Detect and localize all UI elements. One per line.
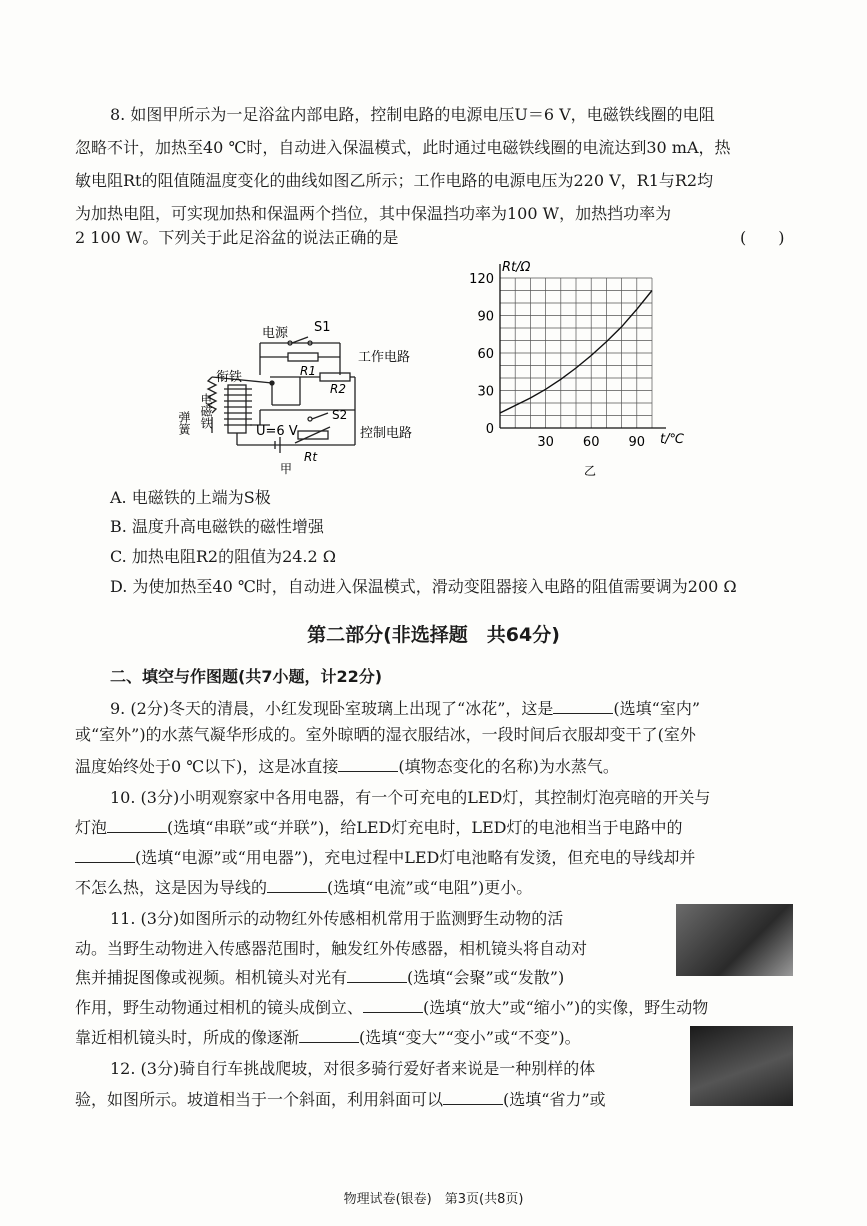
answer-blank[interactable] (347, 966, 407, 983)
chart-grid (500, 278, 652, 428)
answer-blank[interactable] (267, 876, 327, 893)
option-d: D. 为使加热至40 ℃时，自动进入保温模式，滑动变阻器接入电路的阻值需要调为200 Ω (110, 577, 737, 596)
chart-axes (500, 264, 666, 428)
label-voltage: U=6 V (256, 424, 298, 439)
option-c: C. 加热电阻R2的阻值为24.2 Ω (110, 547, 337, 566)
q11-line-1: 11. (3分)如图所示的动物红外传感相机常用于监测野生动物的活 (110, 909, 564, 928)
answer-blank[interactable] (443, 1088, 503, 1105)
label-r2: R2 (330, 382, 346, 396)
q8-line-5: 2 100 W。下列关于此足浴盆的说法正确的是 (75, 228, 399, 247)
label-control-circuit: 控制电路 (360, 426, 413, 441)
label-electromagnet: 电磁铁 (199, 393, 213, 429)
q9-line-2: 或“室外”)的水蒸气凝华形成的。室外晾晒的湿衣服结冰，一段时间后衣服却变干了(室外 (75, 725, 696, 744)
y-tick-label: 90 (477, 309, 494, 325)
answer-bracket: ( ) (740, 228, 785, 247)
label-armature: 衔铁 (216, 370, 243, 385)
option-a: A. 电磁铁的上端为S极 (110, 488, 271, 507)
label-r1: R1 (300, 364, 316, 378)
option-b: B. 温度升高电磁铁的磁性增强 (110, 517, 324, 536)
q8-line-4: 为加热电阻，可实现加热和保温两个挡位，其中保温挡功率为100 W，加热挡功率为 (75, 204, 672, 223)
chart-xlabel: t/℃ (660, 432, 685, 447)
q10-line-4: 不怎么热，这是因为导线的 (选填“电流”或“电阻”)更小。 (75, 878, 533, 897)
label-s2: S2 (332, 408, 348, 422)
label-spring: 弹簧 (177, 411, 191, 435)
rt-temperature-chart (458, 255, 698, 480)
chart-ylabel: Rt/Ω (502, 260, 531, 275)
q10-line-1: 10. (3分)小明观察家中各用电器，有一个可充电的LED灯，其控制灯泡亮暗的开关与 (110, 788, 711, 807)
q8-line-1: 8. 如图甲所示为一足浴盆内部电路，控制电路的电源电压U＝6 V，电磁铁线圈的电阻 (110, 105, 715, 124)
chart-ticks (469, 272, 645, 450)
q10-line-3: (选填“电源”或“用电器”)，充电过程中LED灯电池略有发烫，但充电的导线却并 (75, 846, 695, 869)
cycling-photo (690, 1026, 793, 1106)
q12-line-1: 12. (3分)骑自行车挑战爬坡，对很多骑行爱好者来说是一种别样的体 (110, 1059, 596, 1078)
q11-line-5: 靠近相机镜头时，所成的像逐渐 (选填“变大”“变小”或“不变”)。 (75, 1028, 581, 1047)
q8-line-2: 忽略不计，加热至40 ℃时，自动进入保温模式，此时通过电磁铁线圈的电流达到30 mA，热 (75, 138, 731, 157)
infrared-camera-photo (676, 904, 793, 976)
y-tick-label: 30 (477, 384, 494, 400)
q12-line-2: 验，如图所示。坡道相当于一个斜面，利用斜面可以 (选填“省力”或 (75, 1090, 606, 1109)
label-rt: Rt (304, 450, 318, 464)
answer-blank[interactable] (338, 755, 398, 772)
label-work-circuit: 工作电路 (358, 350, 411, 365)
q8-line-3: 敏电阻Rt的阻值随温度变化的曲线如图乙所示；工作电路的电源电压为220 V，R1与R2均 (75, 171, 714, 190)
q10-line-2: 灯泡 (选填“串联”或“并联”)，给LED灯充电时，LED灯的电池相当于电路中的 (75, 818, 683, 837)
y-tick-label: 60 (477, 347, 494, 362)
label-s1: S1 (314, 320, 331, 335)
q9-line-1: 9. (2分)冬天的清晨，小红发现卧室玻璃上出现了“冰花”，这是 (选填“室内” (110, 699, 700, 718)
x-tick-label: 90 (628, 435, 646, 450)
y-tick-label: 0 (485, 422, 494, 437)
answer-blank[interactable] (553, 697, 613, 714)
page-footer: 物理试卷(银卷) 第3页(共8页) (343, 1192, 524, 1207)
x-tick-label: 30 (537, 435, 554, 450)
sub-title: 二、填空与作图题(共7小题，计22分) (110, 667, 383, 686)
section-title: 第二部分(非选择题 共64分) (307, 624, 560, 646)
label-power: 电源 (262, 326, 289, 341)
chart-caption: 乙 (584, 464, 597, 478)
answer-blank[interactable] (299, 1026, 359, 1043)
answer-blank[interactable] (363, 996, 423, 1013)
q11-line-4: 作用，野生动物通过相机的镜头成倒立、 (选填“放大”或“缩小”)的实像，野生动物 (75, 998, 709, 1017)
answer-blank[interactable] (107, 816, 167, 833)
circuit-diagram (177, 315, 430, 476)
q9-line-3: 温度始终处于0 ℃以下)，这是冰直接 (填物态变化的名称)为水蒸气。 (75, 757, 619, 776)
circuit-caption: 甲 (280, 462, 293, 476)
answer-blank[interactable] (75, 846, 135, 863)
q11-line-2: 动。当野生动物进入传感器范围时，触发红外传感器，相机镜头将自动对 (75, 939, 588, 958)
x-tick-label: 60 (582, 435, 600, 450)
y-tick-label: 120 (469, 272, 494, 287)
q11-line-3: 焦并捕捉图像或视频。相机镜头对光有 (选填“会聚”或“发散”) (75, 968, 565, 987)
